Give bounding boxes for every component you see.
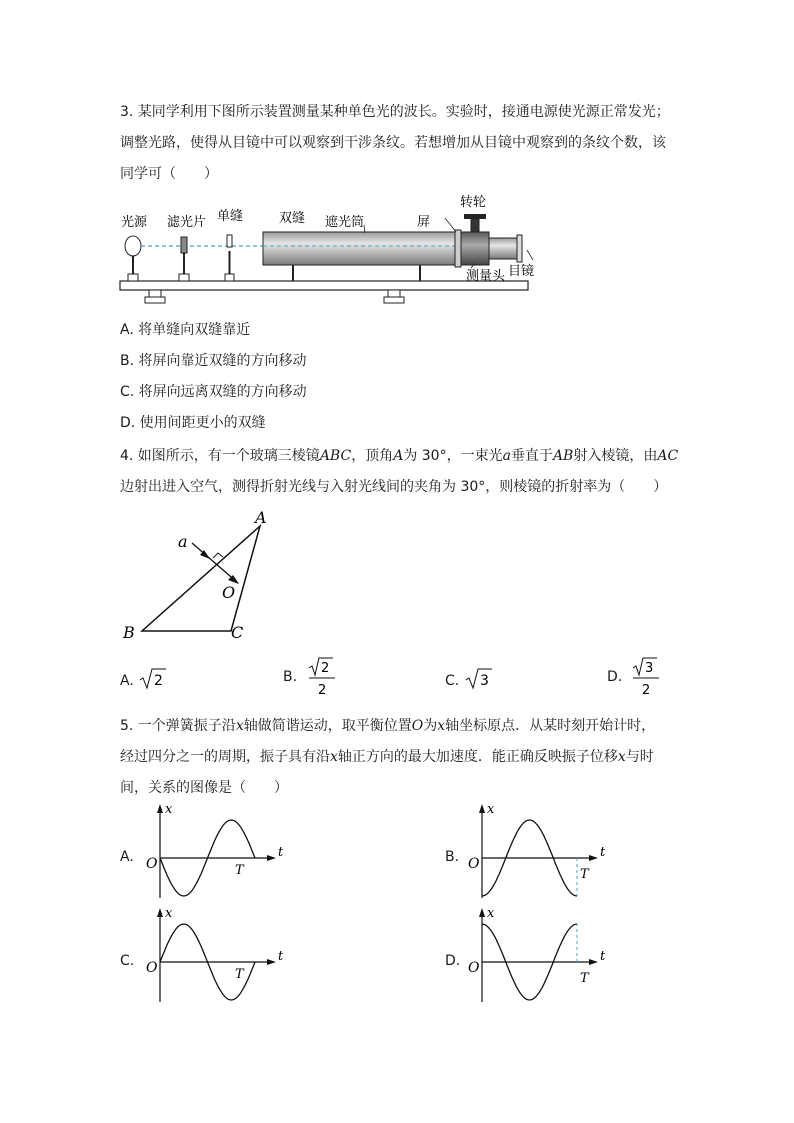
q3-option-d: D. 使用间距更小的双缝 xyxy=(120,415,266,431)
q5-line-1: 5. 一个弹簧振子沿x轴做简谐运动，取平衡位置O为x轴坐标原点．从某时刻开始计时， xyxy=(120,718,656,734)
period-label: T xyxy=(580,867,589,882)
q3-option-b: B. 将屏向靠近双缝的方向移动 xyxy=(120,353,307,369)
label-measuring-head: 测量头 xyxy=(466,269,506,284)
label-tube: 遮光筒 xyxy=(325,215,365,230)
point-O-label: O xyxy=(222,583,236,602)
fraction-sqrt3-over-2 xyxy=(629,657,665,699)
q5-option-b-label: B. xyxy=(445,849,460,865)
t-axis-arrow-icon xyxy=(267,959,276,965)
q4-line-1: 4. 如图所示，有一个玻璃三棱镜ABC，顶角A为 30°，一束光a垂直于AB射入棱镜，由AC xyxy=(120,448,679,464)
ray-a-label: a xyxy=(178,532,188,551)
svg-text:2: 2 xyxy=(318,683,327,698)
q4-option-c: C. 3 xyxy=(445,667,494,691)
period-label: T xyxy=(235,863,244,878)
q5-option-d-label: D. xyxy=(445,953,461,969)
label-screen: 屏 xyxy=(417,215,431,230)
x-axis-label: x xyxy=(487,802,495,817)
vertex-B-label: B xyxy=(123,623,135,642)
t-axis-arrow-icon xyxy=(589,959,598,965)
x-axis-label: x xyxy=(487,906,495,921)
period-label: T xyxy=(580,971,589,986)
sqrt-icon xyxy=(464,667,494,691)
graph-d xyxy=(462,904,612,1004)
t-axis-label: t xyxy=(278,845,284,860)
q5-option-c-label: C. xyxy=(120,953,135,969)
svg-text:3: 3 xyxy=(479,673,489,689)
period-label: T xyxy=(235,967,244,982)
x-axis-arrow-icon xyxy=(479,804,485,813)
origin-label: O xyxy=(468,856,480,872)
q5-line-2: 经过四分之一的周期，振子具有沿x轴正方向的最大加速度．能正确反映振子位移x与时 xyxy=(120,749,654,765)
t-axis-label: t xyxy=(600,949,606,964)
q3-line-2: 调整光路，使得从目镜中可以观察到干涉条纹。若想增加从目镜中观察到的条纹个数，该 xyxy=(120,135,666,151)
x-axis-label: x xyxy=(165,906,173,921)
label-filter: 滤光片 xyxy=(167,215,207,230)
label-single-slit: 单缝 xyxy=(217,209,244,224)
q5-line-3: 间，关系的图像是（ ） xyxy=(120,780,288,796)
q3-line-1: 3. 某同学利用下图所示装置测量某种单色光的波长。实验时，接通电源使光源正常发光； xyxy=(120,104,670,120)
q4-option-a: A. 2 xyxy=(120,667,168,691)
double-slit-apparatus-figure xyxy=(115,188,535,310)
q4-line-2: 边射出进入空气，测得折射光线与入射光线间的夹角为 30°，则棱镜的折射率为（ ） xyxy=(120,479,668,495)
origin-label: O xyxy=(146,856,158,872)
label-double-slit: 双缝 xyxy=(279,211,306,226)
origin-label: O xyxy=(146,960,158,976)
svg-text:2: 2 xyxy=(642,683,651,698)
x-axis-arrow-icon xyxy=(479,908,485,917)
x-axis-arrow-icon xyxy=(157,804,163,813)
t-axis-label: t xyxy=(278,949,284,964)
svg-text:2: 2 xyxy=(321,661,330,676)
q3-option-c: C. 将屏向远离双缝的方向移动 xyxy=(120,384,307,400)
label-wheel: 转轮 xyxy=(460,195,487,210)
q3-option-a: A. 将单缝向双缝靠近 xyxy=(120,322,251,338)
x-axis-arrow-icon xyxy=(157,908,163,917)
sqrt-icon xyxy=(138,667,168,691)
fraction-sqrt2-over-2 xyxy=(305,657,341,699)
label-eyepiece: 目镜 xyxy=(508,264,535,279)
t-axis-label: t xyxy=(600,845,606,860)
graph-c xyxy=(140,904,290,1004)
svg-text:2: 2 xyxy=(154,673,164,689)
svg-text:3: 3 xyxy=(645,661,654,676)
q3-line-3: 同学可（ ） xyxy=(120,166,218,182)
vertex-C-label: C xyxy=(231,623,244,642)
x-axis-label: x xyxy=(165,802,173,817)
prism-figure xyxy=(115,505,285,645)
graph-b xyxy=(462,800,612,900)
graph-a xyxy=(140,800,290,900)
t-axis-arrow-icon xyxy=(589,855,598,861)
label-light-source: 光源 xyxy=(121,215,148,230)
t-axis-arrow-icon xyxy=(267,855,276,861)
origin-label: O xyxy=(468,960,480,976)
q5-option-a-label: A. xyxy=(120,849,134,865)
vertex-A-label: A xyxy=(255,508,267,527)
